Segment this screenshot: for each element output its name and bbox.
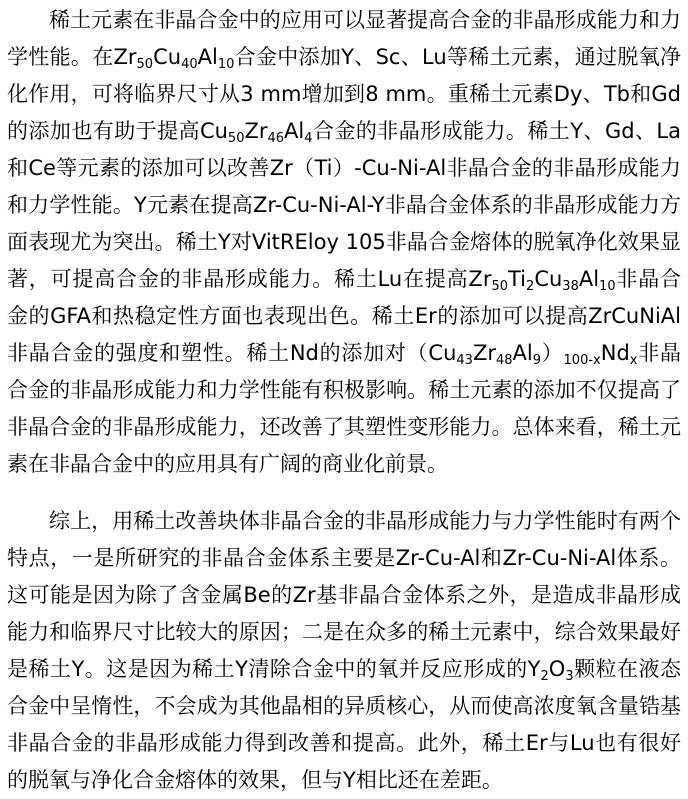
- subscript: 10: [217, 57, 235, 72]
- subscript: 100-x: [563, 353, 601, 368]
- subscript: 4: [304, 131, 313, 146]
- document-page: [7, 2, 681, 799]
- subscript: 50: [136, 57, 154, 72]
- subscript: x: [629, 353, 638, 368]
- paragraph-summary: 综上，用稀土改善块体非晶合金的非晶形成能力与力学性能时有两个特点，一是所研究的非晶合金体系主要是Zr-Cu-Al和Zr-Cu-Ni-Al体系。这可能是因为除了含金属Be的Zr基非晶合金体系之外，是造成非晶形成能力和临界尺寸比较大的原因；二是在众多的稀土元素中，综合效果最好是稀土Y。这是因为稀土Y清除合金中的氧并反应形成的$Y_2O_3$颗粒在液态合金中呈惰性，不会成为其他晶相的异质核心，从而使高浓度氧含量锆基非晶合金的非晶形成能力得到改善和提高。此外，稀土Er与Lu也有很好的脱氧与净化合金熔体的效果，但与Y相比还在差距。: [7, 509, 681, 792]
- subscript: 2: [540, 669, 549, 684]
- subscript: 40: [181, 57, 198, 72]
- subscript: 9: [532, 353, 542, 368]
- subscript: 10: [599, 279, 616, 294]
- subscript: 46: [267, 131, 285, 146]
- subscript: 48: [495, 353, 513, 368]
- subscript: 2: [526, 279, 535, 294]
- paragraph-rare-earth-amorphous-alloys: 稀土元素在非晶合金中的应用可以显著提高合金的非晶形成能力和力学性能。在$Zr_{50}Cu_{40}Al_{10}$合金中添加Y、Sc、Lu等稀土元素，通过脱氧净化作用，可将临界尺寸从3 mm增加到8 mm。重稀土元素Dy、Tb和Gd的添加也有助于提高$Cu_{50}Zr_{46}Al_4$合金的非晶形成能力。稀土Y、Gd、La和Ce等元素的添加可以改善Zr（Ti）-Cu-Ni-Al非晶合金的非晶形成能力和力学性能。Y元素在提高Zr-Cu-Ni-Al-Y非晶合金体系的非晶形成能力方面表现尤为突出。稀土Y对VitREloy 105非晶合金熔体的脱氧净化效果显著，可提高合金的非晶形成能力。稀土Lu在提高$Zr_{50}Ti_2Cu_{38}Al_{10}$非晶合金的GFA和热稳定性方面也表现出色。稀土Er的添加可以提高ZrCuNiAl非晶合金的强度和塑性。稀土Nd的添加对$(Cu_{43}Zr_{48}Al_9)_{100-x}Nd_x$非晶合金的非晶形成能力和力学性能有积极影响。稀土元素的添加不仅提高了非晶合金的非晶形成能力，还改善了其塑性变形能力。总体来看，稀土元素在非晶合金中的应用具有广阔的商业化前景。: [7, 8, 681, 476]
- subscript: 43: [456, 353, 473, 368]
- subscript: 50: [227, 131, 245, 146]
- subscript: 38: [562, 279, 579, 294]
- subscript: 3: [565, 669, 574, 684]
- subscript: 50: [491, 279, 508, 294]
